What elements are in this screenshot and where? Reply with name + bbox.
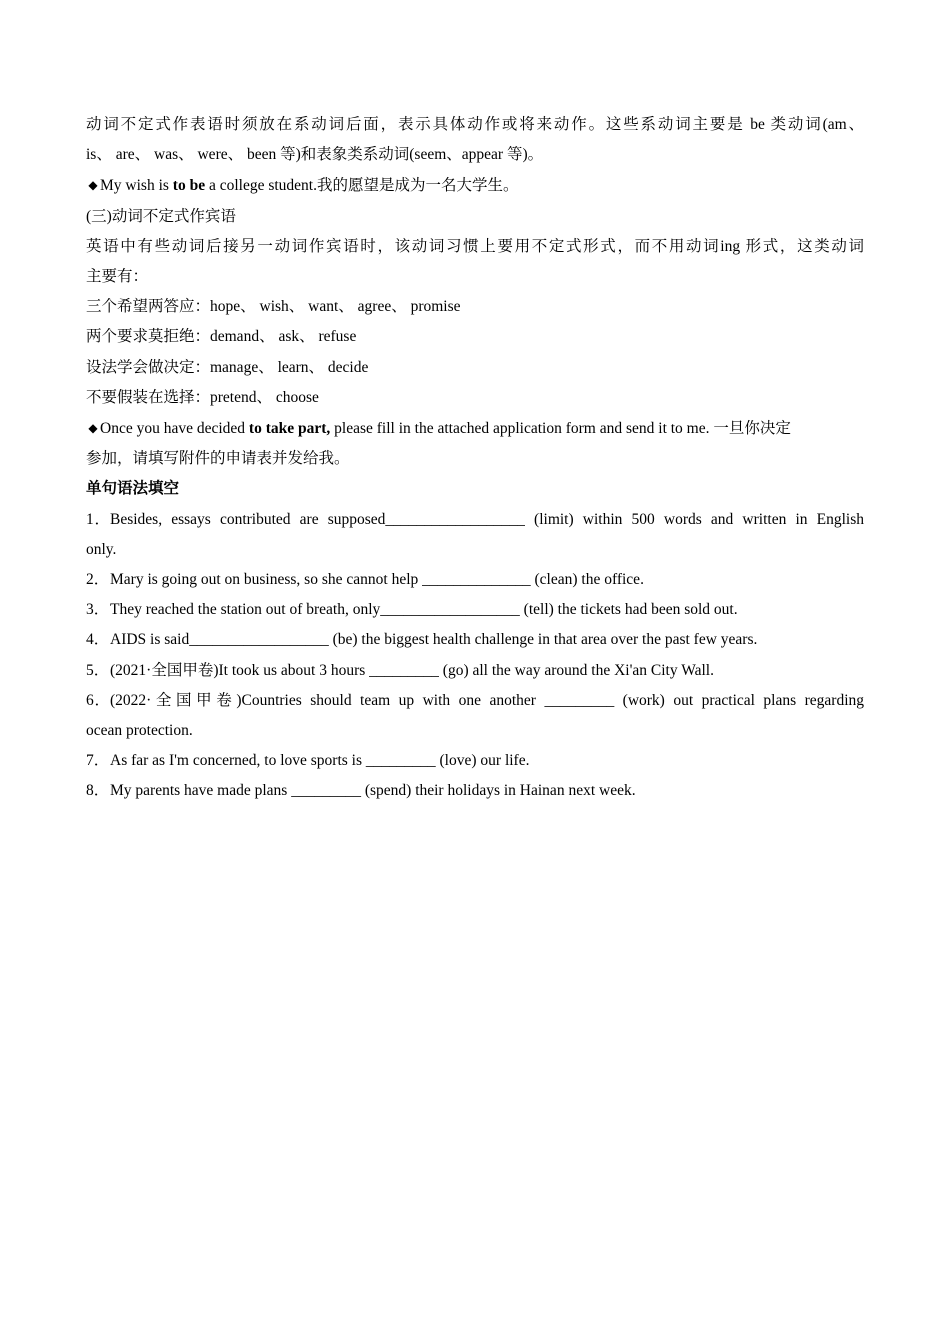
example-2-line-2: 参加，请填写附件的申请表并发给我。 bbox=[86, 450, 350, 468]
exercise-number: 7． bbox=[86, 752, 110, 770]
exercise-text: AIDS is said__________________ (be) the biggest health challenge in that area over the past few years. bbox=[110, 631, 758, 649]
example-2-bold: to take part, bbox=[248, 420, 331, 438]
exercise-line-cont: only. bbox=[86, 540, 117, 558]
exercise-text: (2021·全国甲卷)It took us about 3 hours _________ (go) all the way around the Xi'an City Wall. bbox=[110, 661, 714, 679]
section-3-title: (三)动词不定式作宾语 bbox=[86, 207, 236, 225]
example-2-pre: Once you have decided bbox=[100, 420, 249, 438]
section-3-desc-line-2: 主要有： bbox=[86, 268, 149, 286]
exercise-item-1 bbox=[86, 505, 864, 565]
mnemonic-line: 三个希望两答应：hope、 wish、 want、 agree、 promise bbox=[86, 298, 461, 316]
exercise-line bbox=[86, 686, 864, 716]
exercise-number: 8． bbox=[86, 782, 110, 800]
intro-line-2: is、 are、 was、 were、 been 等)和表象类系动词(seem、appear 等)。 bbox=[86, 146, 544, 164]
example-1-pre: My wish is bbox=[100, 177, 173, 195]
diamond-bullet-icon: ◆ bbox=[88, 421, 98, 436]
exercise-text: As far as I'm concerned, to love sports is _________ (love) our life. bbox=[110, 752, 530, 770]
exercise-text: Besides, essays contributed are supposed__________________ (limit) within 500 words and written in English bbox=[110, 510, 864, 528]
mnemonic-line: 不要假装在选择：pretend、 choose bbox=[86, 388, 319, 406]
example-1-bold: to be bbox=[172, 177, 206, 195]
intro-line-1: 动词不定式作表语时须放在系动词后面，表示具体动作或将来动作。这些系动词主要是 be 类动词(am、 bbox=[86, 116, 864, 133]
exercise-number: 1． bbox=[86, 510, 110, 528]
example-1 bbox=[86, 170, 864, 201]
exercise-number: 4． bbox=[86, 631, 110, 649]
exercise-item-5 bbox=[86, 656, 864, 686]
mnemonic-line: 设法学会做决定：manage、 learn、 decide bbox=[86, 358, 369, 376]
exercise-item-3 bbox=[86, 595, 864, 625]
exercise-text: (2022·全国甲卷)Countries should team up with one another _________ (work) out practical plans regarding bbox=[110, 691, 864, 709]
section-3-desc-line-1: 英语中有些动词后接另一动词作宾语时，该动词习惯上要用不定式形式，而不用动词ing 形式，这类动词 bbox=[86, 237, 864, 255]
exercise-item-6 bbox=[86, 686, 864, 746]
exercise-number: 5． bbox=[86, 661, 110, 679]
exercise-item-4 bbox=[86, 625, 864, 655]
exercise-line-cont: ocean protection. bbox=[86, 722, 193, 740]
exercise-text: My parents have made plans _________ (spend) their holidays in Hainan next week. bbox=[110, 782, 636, 800]
diamond-bullet-icon: ◆ bbox=[88, 178, 98, 193]
exercise-item-2 bbox=[86, 565, 864, 595]
exercise-number: 3． bbox=[86, 601, 110, 619]
exercise-text: Mary is going out on business, so she cannot help ______________ (clean) the office. bbox=[110, 571, 644, 589]
mnemonic-line: 两个要求莫拒绝：demand、 ask、 refuse bbox=[86, 328, 357, 346]
exercise-item-7 bbox=[86, 746, 864, 776]
exercise-text: They reached the station out of breath, only__________________ (tell) the tickets had been sold out. bbox=[110, 601, 738, 619]
document-body bbox=[86, 110, 864, 807]
example-2-post: please fill in the attached application form and send it to me. 一旦你决定 bbox=[330, 420, 791, 438]
example-1-post: a college student.我的愿望是成为一名大学生。 bbox=[205, 177, 519, 195]
exercise-line bbox=[86, 505, 864, 535]
exercise-heading: 单句语法填空 bbox=[86, 480, 180, 498]
exercise-number: 6． bbox=[86, 691, 110, 709]
example-2 bbox=[86, 413, 864, 444]
exercise-item-8 bbox=[86, 776, 864, 806]
exercise-number: 2． bbox=[86, 571, 110, 589]
